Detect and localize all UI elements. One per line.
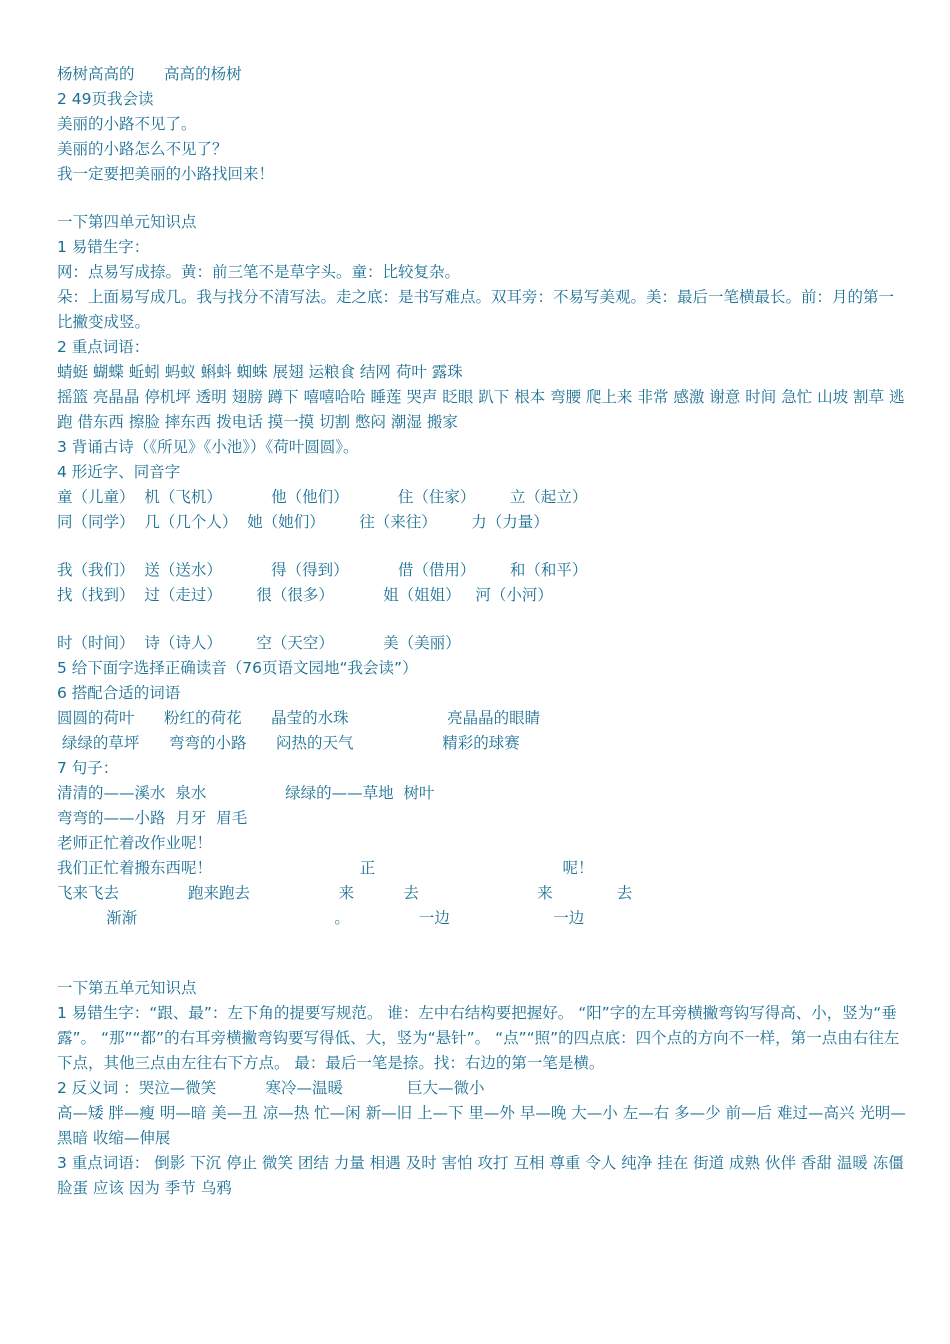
text-line: 美丽的小路怎么不见了？ xyxy=(57,140,228,158)
text-paragraph: 朵：上面易写成几。我与找分不清写法。走之底：是书写难点。双耳旁：不易写美观。美：最后一笔横最长。前：月的第一比撇变成竖。 xyxy=(57,288,895,331)
spacer xyxy=(57,608,907,631)
text-line: 1 易错生字： xyxy=(57,238,150,256)
text-line: 渐渐 。 一边 一边 xyxy=(57,909,585,927)
spacer xyxy=(57,187,907,210)
text-line: 6 搭配合适的词语 xyxy=(57,684,181,702)
text-line: 网：点易写成捺。黄：前三笔不是草字头。童：比较复杂。 xyxy=(57,263,461,281)
text-line: 找（找到） 过（走过） 很（很多） 姐（姐姐） 河（小河） xyxy=(57,586,553,604)
text-line: 3 背诵古诗（《所见》《小池》）《荷叶圆圆》。 xyxy=(57,438,359,456)
text-line: 老师正忙着改作业呢！ xyxy=(57,834,213,852)
text-line: 4 形近字、同音字 xyxy=(57,463,181,481)
text-line: 飞来飞去 跑来跑去 来 去 来 去 xyxy=(57,884,633,902)
text-line: 清清的——溪水 泉水 绿绿的——草地 树叶 xyxy=(57,784,435,802)
text-line: 弯弯的——小路 月牙 眉毛 xyxy=(57,809,248,827)
text-paragraph: 摇篮 亮晶晶 停机坪 透明 翅膀 蹲下 嘻嘻哈哈 睡莲 哭声 眨眼 趴下 根本 弯腰 爬上来 非常 感激 谢意 时间 急忙 山坡 割草 逃跑 借东西 擦脸 摔东西 拨电话 摸一摸 切割 憋闷 潮湿 搬家 xyxy=(57,388,905,431)
document-page xyxy=(57,62,907,1201)
text-line: 绿绿的草坪 弯弯的小路 闷热的天气 精彩的球赛 xyxy=(57,734,520,752)
text-line: 我（我们） 送（送水） 得（得到） 借（借用） 和（和平） xyxy=(57,561,588,579)
section-heading-unit4: 一下第四单元知识点 xyxy=(57,213,197,231)
text-paragraph: 高—矮 胖—瘦 明—暗 美—丑 凉—热 忙—闲 新—旧 上—下 里—外 早—晚 大—小 左—右 多—少 前—后 难过—高兴 光明—黑暗 收缩—伸展 xyxy=(57,1104,906,1147)
section-heading-unit5: 一下第五单元知识点 xyxy=(57,979,197,997)
text-line: 圆圆的荷叶 粉红的荷花 晶莹的水珠 亮晶晶的眼睛 xyxy=(57,709,541,727)
spacer xyxy=(57,535,907,558)
text-line: 2 49页我会读 xyxy=(57,90,154,108)
text-line: 美丽的小路不见了。 xyxy=(57,115,197,133)
text-paragraph: 3 重点词语： 倒影 下沉 停止 微笑 团结 力量 相遇 及时 害怕 攻打 互相 尊重 令人 纯净 挂在 街道 成熟 伙伴 香甜 温暖 冻僵 脸蛋 应该 因为 季节 乌鸦 xyxy=(57,1154,904,1197)
text-line: 2 重点词语： xyxy=(57,338,150,356)
text-line: 杨树高高的 高高的杨树 xyxy=(57,65,242,83)
text-line: 同（同学） 几（几个人） 她（她们） 往（来往） 力（力量） xyxy=(57,513,549,531)
text-line: 7 句子： xyxy=(57,759,119,777)
text-line: 蜻蜓 蝴蝶 蚯蚓 蚂蚁 蝌蚪 蜘蛛 展翅 运粮食 结网 荷叶 露珠 xyxy=(57,363,463,381)
text-line: 我们正忙着搬东西呢！ 正 呢！ xyxy=(57,859,594,877)
text-line: 5 给下面字选择正确读音（76页语文园地“我会读”） xyxy=(57,659,418,677)
text-line: 我一定要把美丽的小路找回来！ xyxy=(57,165,275,183)
text-line: 时（时间） 诗（诗人） 空（天空） 美（美丽） xyxy=(57,634,461,652)
text-line: 2 反义词 ：哭泣—微笑 寒冷—温暖 巨大—微小 xyxy=(57,1079,485,1097)
text-paragraph: 1 易错生字：“跟、最”：左下角的提要写规范。 谁：左中右结构要把握好。 “阳”字的左耳旁横撇弯钩写得高、小，竖为“垂露”。 “那”“都”的右耳旁横撇弯钩要写得低、大，竖为“悬针”。 “点”“照”的四点底：四个点的方向不一样，第一点由右往左下点，其他三点由左往右下方点。 最：最后一笔是捺。找：右边的第一笔是横。 xyxy=(57,1004,900,1072)
spacer xyxy=(57,931,907,976)
text-line: 童（儿童） 机（飞机） 他（他们） 住（住家） 立（起立） xyxy=(57,488,588,506)
